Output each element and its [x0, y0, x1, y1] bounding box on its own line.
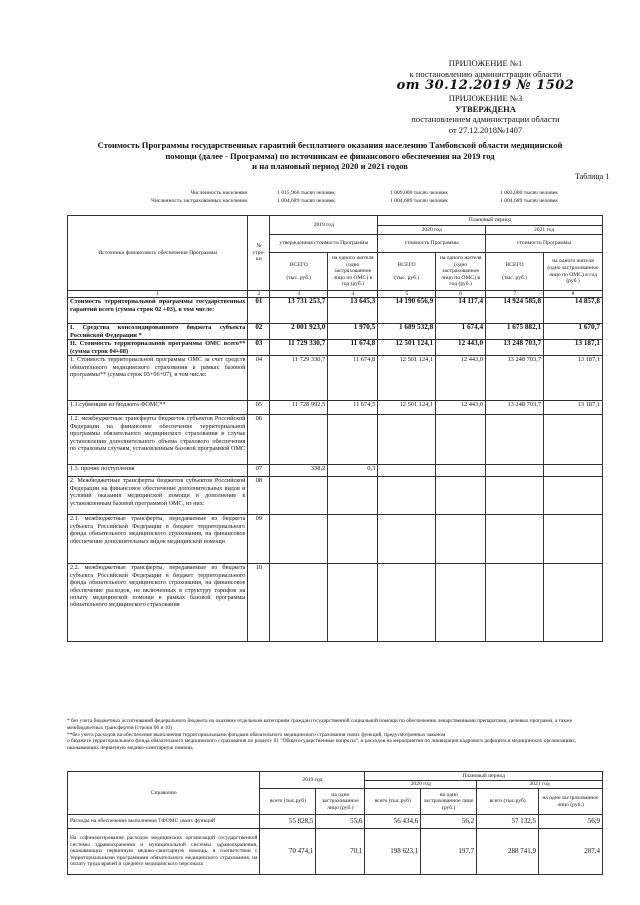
appendix-1-label: ПРИЛОЖЕНИЕ №1 — [448, 58, 523, 68]
column-number: 5 — [378, 291, 436, 298]
value-cell: 12 443,0 — [436, 356, 486, 401]
value-cell: 14 190 656,9 — [378, 298, 436, 324]
value-cell: 12 501 124,1 — [378, 356, 436, 401]
footnotes — [67, 718, 607, 752]
reference-table — [67, 771, 603, 875]
value-cell: 13 187,1 — [544, 340, 603, 356]
column-number: 1 — [68, 291, 248, 298]
ref-header-total-2020: всего (тыс.руб) — [365, 789, 421, 815]
header-total-2019: ВСЕГО (тыс. руб.) — [270, 253, 328, 291]
table-row — [68, 477, 603, 515]
population-label: Численность населения — [190, 190, 247, 196]
header-sources: Источники финансового обеспечения Программы — [68, 216, 248, 291]
table-row — [68, 415, 603, 465]
row-code: 10 — [248, 564, 270, 642]
row-label: 1. Стоимость территориальной программы ОМС за счет средств обязательного медицинского страхования в рамках базовой программы** (сумма строк 05+06+07), в том числе: — [68, 356, 248, 401]
header-per-2020: на одного жителя (одно застрахованное лицо по ОМС) в год (руб.) — [436, 253, 486, 291]
value-cell — [328, 477, 378, 515]
value-cell: 2 001 923,0 — [270, 324, 328, 340]
row-code: 01 — [248, 298, 270, 324]
population-2019: 1 015,966 тысяч человек — [277, 190, 335, 196]
column-number: 7 — [486, 291, 544, 298]
value-cell — [486, 415, 544, 465]
row-label: 2.2. межбюджетные трансферты, передаваемые из бюджета субъекта Российской Федерации в бюджет территориального фонда обязательного медицинского страхования, на финансовое обеспечение расходов, не включенных в структуру тарифов на оплату медицинской помощи в рамках базовой программы обязательного медицинского страхования — [68, 564, 248, 642]
table-label: Таблица 1 — [575, 172, 610, 181]
value-cell — [544, 515, 603, 564]
header-total-2021: ВСЕГО (тыс. руб.) — [486, 253, 544, 291]
value-cell — [328, 515, 378, 564]
table-row — [68, 815, 603, 829]
value-cell: 13 248 703,7 — [486, 401, 544, 415]
value-cell — [436, 477, 486, 515]
table-row — [68, 324, 603, 340]
header-2020: 2020 год — [378, 226, 486, 235]
value-cell: 13 187,1 — [544, 356, 603, 401]
insured-2019: 1 004,689 тысяч человек — [277, 198, 335, 204]
value-cell: 57 132,5 — [477, 815, 539, 829]
insured-2020: 1 004,689 тысяч человек — [390, 198, 448, 204]
column-number: 6 — [436, 291, 486, 298]
value-cell — [486, 515, 544, 564]
column-number: 8 — [544, 291, 603, 298]
value-cell — [270, 515, 328, 564]
row-code: 08 — [248, 477, 270, 515]
value-cell — [270, 477, 328, 515]
value-cell: 56,2 — [421, 815, 477, 829]
table-row — [68, 564, 603, 642]
header-per-2021: на одного жителя (одно застрахованное лицо по ОМС) в год (руб.) — [544, 253, 603, 291]
table-row — [68, 340, 603, 356]
appendix-3-label: ПРИЛОЖЕНИЕ №3 — [448, 93, 523, 103]
value-cell: 55 828,5 — [260, 815, 316, 829]
row-code: 03 — [248, 340, 270, 356]
title-line-2: помощи (далее - Программа) по источникам ее финансового обеспечения на 2019 год — [165, 150, 495, 161]
value-cell — [544, 415, 603, 465]
value-cell: 13 187,1 — [544, 401, 603, 415]
value-cell — [270, 415, 328, 465]
population-2020: 1 009,000 тысяч человек — [390, 190, 448, 196]
value-cell: 13 645,3 — [328, 298, 378, 324]
title-line-1: Стоимость Программы государственных гарантий бесплатного оказания населению Тамбовской области медицинской — [97, 140, 563, 150]
value-cell: 14 857,8 — [544, 298, 603, 324]
value-cell: 56,9 — [539, 815, 603, 829]
approval-stamp-block — [388, 58, 583, 135]
ref-header-2020: 2020 год — [365, 781, 477, 789]
program-cost-table — [67, 215, 603, 642]
value-cell — [378, 415, 436, 465]
value-cell: 55,6 — [316, 815, 365, 829]
value-cell: 13 248 703,7 — [486, 340, 544, 356]
value-cell: 197,7 — [421, 829, 477, 875]
value-cell: 12 443,0 — [436, 401, 486, 415]
value-cell: 1 674,4 — [436, 324, 486, 340]
value-cell: 11 674,5 — [328, 401, 378, 415]
header-cost-2020: стоимость Программы — [378, 235, 486, 253]
header-reference: Справочно — [68, 772, 260, 815]
value-cell — [486, 477, 544, 515]
row-code: 06 — [248, 415, 270, 465]
table-row — [68, 515, 603, 564]
header-per-2019: на одного жителя (одно застрахованное лицо по ОМС) в год (руб.) — [328, 253, 378, 291]
value-cell — [436, 465, 486, 477]
row-code: 04 — [248, 356, 270, 401]
population-2021: 1 003,000 тысяч человек — [500, 190, 558, 196]
ref-header-per-2020: на одно застрахованное лицо (руб.) — [421, 789, 477, 815]
header-approved-cost: утвержденная стоимость Программы — [270, 235, 378, 253]
header-planned: Плановый период — [378, 216, 603, 226]
value-cell — [378, 515, 436, 564]
value-cell — [270, 564, 328, 642]
value-cell: 70 474,1 — [260, 829, 316, 875]
row-label: II. Стоимость территориальной программы ОМС всего** (сумма строк 04+08) — [68, 340, 248, 356]
value-cell — [436, 564, 486, 642]
value-cell: 11 729 330,7 — [270, 356, 328, 401]
title-line-3: и на плановый период 2020 и 2021 годов — [252, 161, 408, 171]
value-cell — [486, 465, 544, 477]
row-label: 2. Межбюджетные трансферты бюджетов субъектов Российской Федерации на финансовое обеспечение дополнительных видов и условий оказания медицинской помощи в дополнение к установленным базовой программой ОМС, из них: — [68, 477, 248, 515]
footnote-1: * без учета бюджетных ассигнований федерального бюджета на оказание отдельным категориям граждан государственной социальной помощи по обеспечению лекарственными препаратами, целевых программ, а также межбюджетных трансфертов (строки 06 и 10) — [67, 718, 573, 731]
ref-header-planned: Плановый период — [365, 772, 603, 781]
column-number: 3 — [270, 291, 328, 298]
header-2019: 2019 год — [270, 216, 378, 235]
value-cell: 12 501 124,1 — [378, 401, 436, 415]
value-cell: 12 501 124,1 — [378, 340, 436, 356]
insured-2021: 1 004,689 тысяч человек — [500, 198, 558, 204]
value-cell: 198 623,1 — [365, 829, 421, 875]
value-cell — [544, 477, 603, 515]
header-2021: 2021 год — [486, 226, 603, 235]
value-cell: 0,3 — [328, 465, 378, 477]
table-row — [68, 829, 603, 875]
row-label: На софинансирование расходов медицинских организаций государственной системы здравоохранения и муниципальной системы здравоохранения, оказывающих первичную медико-санитарную помощь, в соответствии с территориальными программами обязательного медицинского страхования, на оплату труда врачей и среднего медицинского персонала — [68, 829, 260, 875]
value-cell — [544, 564, 603, 642]
value-cell — [328, 564, 378, 642]
value-cell: 14 924 585,8 — [486, 298, 544, 324]
decree-reference: к постановлению администрации области — [409, 68, 562, 79]
approved-label: УТВЕРЖДЕНА — [455, 103, 516, 114]
column-number: 4 — [328, 291, 378, 298]
row-label: Расходы на обеспечение выполнения ТФОМС своих функций — [68, 815, 260, 829]
value-cell: 12 443,0 — [436, 340, 486, 356]
value-cell — [378, 465, 436, 477]
header-cost-2021: стоимость Программы — [486, 235, 603, 253]
approved-date: от 27.12.2018№1407 — [448, 124, 523, 135]
value-cell: 56 434,6 — [365, 815, 421, 829]
row-code: 05 — [248, 401, 270, 415]
handwritten-date-number: от 30.12.2019 № 1502 — [396, 78, 575, 93]
value-cell: 11 729 330,7 — [270, 340, 328, 356]
row-code: 02 — [248, 324, 270, 340]
value-cell: 287,4 — [539, 829, 603, 875]
ref-header-total-2019: всего (тыс.руб) — [260, 789, 316, 815]
value-cell — [436, 415, 486, 465]
value-cell — [436, 515, 486, 564]
table-row — [68, 298, 603, 324]
value-cell: 1 670,7 — [544, 324, 603, 340]
value-cell: 11 728 992,5 — [270, 401, 328, 415]
row-code: 07 — [248, 465, 270, 477]
insured-population-label: Численность застрахованных населения — [151, 198, 247, 204]
value-cell — [328, 415, 378, 465]
value-cell: 13 248 703,7 — [486, 356, 544, 401]
row-label: 1.1.субвенции из бюджета ФОМС** — [68, 401, 248, 415]
value-cell: 1 675 882,1 — [486, 324, 544, 340]
row-code: 09 — [248, 515, 270, 564]
ref-header-per-2019: на одно застрахованное лицо (руб.) — [316, 789, 365, 815]
value-cell: 13 731 253,7 — [270, 298, 328, 324]
header-total-2020: ВСЕГО (тыс. руб.) — [378, 253, 436, 291]
document-title — [40, 140, 620, 172]
value-cell: 1 970,5 — [328, 324, 378, 340]
table-row — [68, 356, 603, 401]
row-label: I. Средства консолидированного бюджета субъекта Российской Федерации * — [68, 324, 248, 340]
row-label: Стоимость территориальной программы государственных гарантий всего (сумма строк 02 +03), в том числе: — [68, 298, 248, 324]
value-cell: 70,1 — [316, 829, 365, 875]
column-number: 2 — [248, 291, 270, 298]
ref-header-2021: 2021 год — [477, 781, 603, 789]
ref-header-total-2021: всего (тыс.руб) — [477, 789, 539, 815]
value-cell: 11 674,8 — [328, 356, 378, 401]
value-cell: 14 117,4 — [436, 298, 486, 324]
value-cell — [486, 564, 544, 642]
value-cell: 338,2 — [270, 465, 328, 477]
value-cell — [544, 465, 603, 477]
header-rownum: № стро-ки — [248, 216, 270, 291]
ref-header-2019: 2019 год — [260, 772, 365, 789]
table-row — [68, 465, 603, 477]
row-label: 2.1. межбюджетные трансферты, передаваемые из бюджета субъекта Российской Федерации в бюджет территориального фонда обязательного медицинского страхования, на финансовое обеспечение дополнительных видов медицинской помощи — [68, 515, 248, 564]
footnote-3: о бюджете территориального фонда обязательного медицинского страхования по разделу 01 "Общегосударственные вопросы", и расходов на мероприятия по ликвидации кадрового дефицита в медицинских организациях, оказывающих первичную медико-санитарную помощь — [67, 738, 577, 752]
value-cell: 1 689 532,8 — [378, 324, 436, 340]
value-cell: 11 674,8 — [328, 340, 378, 356]
footnote-2: **без учета расходов на обеспечение выполнения территориальными фондами обязательного медицинского страхования своих функций, предусмотренных законом — [67, 731, 446, 738]
table-row — [68, 401, 603, 415]
value-cell — [378, 564, 436, 642]
row-label: 1.3. прочие поступления — [68, 465, 248, 477]
approved-by-decree: постановлением администрации области — [411, 114, 560, 124]
row-label: 1.2. межбюджетные трансферты бюджетов субъектов Российской Федерации на финансовое обеспечение территориальной программы обязательного медицинского страхования в случае установления дополнительного объема страхового обеспечения по страховым случаям, установленным базовой программой ОМС — [68, 415, 248, 465]
ref-header-per-2021: на одно застрахованное лицо (руб.) — [539, 789, 603, 815]
value-cell — [378, 477, 436, 515]
value-cell: 288 741,9 — [477, 829, 539, 875]
